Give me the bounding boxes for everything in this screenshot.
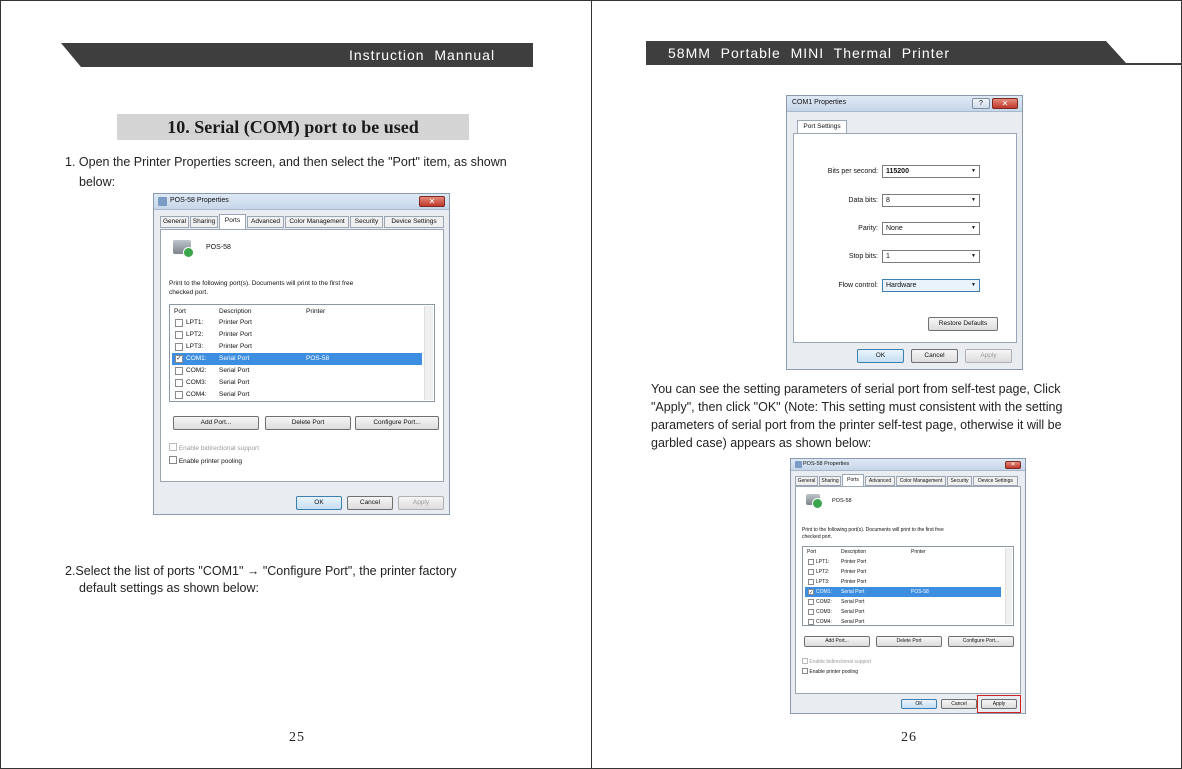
flow-control-select[interactable]: Hardware ▼: [882, 279, 980, 292]
port-name: COM1:: [186, 355, 207, 362]
bidirectional-checkbox-2[interactable]: [802, 658, 808, 664]
step2-line1: 2.Select the list of ports "COM1" → "Configure Port", the printer factory: [65, 564, 457, 578]
pooling-option-2[interactable]: [802, 667, 858, 675]
bidirectional-label: Enable bidirectional support: [178, 445, 260, 452]
printer-properties-dialog-2: [790, 458, 1026, 714]
pooling-label-2: Enable printer pooling: [809, 669, 859, 675]
port-name: LPT1:: [186, 319, 204, 326]
port-name: LPT2:: [816, 569, 830, 575]
port-row[interactable]: [172, 329, 422, 341]
step2-line2: default settings as shown below:: [79, 581, 259, 595]
tab-color-management[interactable]: Color Management: [285, 216, 349, 228]
port-description: Printer Port: [841, 559, 867, 565]
port-name: COM4:: [816, 619, 832, 625]
port-checkbox[interactable]: [175, 367, 183, 375]
com-ok-button[interactable]: OK: [857, 349, 904, 363]
para-line1: You can see the setting parameters of serial port from self-test page, Click: [651, 382, 1061, 396]
printer-name-2: POS-58: [832, 498, 852, 504]
right-header-text: 58MM Portable MINI Thermal Printer: [668, 45, 951, 61]
bidirectional-option[interactable]: [169, 442, 259, 452]
col2-description[interactable]: Description: [841, 549, 867, 555]
port-description: Serial Port: [841, 599, 865, 605]
tab2-ports[interactable]: Ports: [842, 474, 864, 486]
info-line2: checked port.: [169, 289, 209, 296]
col-printer[interactable]: Printer: [306, 308, 326, 315]
close-button[interactable]: ✕: [419, 196, 445, 207]
port-name: LPT3:: [816, 579, 830, 585]
tab-device-settings[interactable]: Device Settings: [384, 216, 444, 228]
tab2-sharing[interactable]: Sharing: [819, 476, 841, 486]
flow-control-label: Flow control:: [838, 282, 878, 289]
pooling-label: Enable printer pooling: [178, 458, 243, 465]
port-row[interactable]: [172, 365, 422, 377]
com-apply-button[interactable]: Apply: [965, 349, 1012, 363]
port-name: COM1:: [816, 589, 832, 595]
bits-label: Bits per second:: [827, 168, 878, 175]
add-port-button[interactable]: Add Port...: [173, 416, 259, 430]
port-row[interactable]: [172, 317, 422, 329]
port-printer: POS-58: [911, 589, 929, 595]
configure-port-button-2[interactable]: Configure Port...: [948, 636, 1014, 647]
step1-line2: below:: [79, 175, 116, 189]
left-header-text: Instruction Mannual: [349, 47, 496, 63]
port-description: Serial Port: [841, 619, 865, 625]
port-description: Printer Port: [219, 331, 252, 338]
port-checkbox[interactable]: [808, 619, 814, 625]
com-cancel-button[interactable]: Cancel: [911, 349, 958, 363]
col2-printer[interactable]: Printer: [911, 549, 926, 555]
apply-button-2[interactable]: Apply: [981, 699, 1017, 709]
port-row[interactable]: [172, 341, 422, 353]
tab2-color-management[interactable]: Color Management: [896, 476, 946, 486]
port-name: COM4:: [186, 391, 207, 398]
port-checkbox[interactable]: [808, 559, 814, 565]
port-checkbox[interactable]: [175, 391, 183, 399]
port-row[interactable]: [805, 597, 1001, 607]
pooling-checkbox[interactable]: [169, 456, 177, 464]
port-name: COM3:: [816, 609, 832, 615]
printer-device-icon-2: [806, 494, 820, 505]
port-row[interactable]: [805, 617, 1001, 627]
parity-label: Parity:: [858, 225, 878, 232]
col-port[interactable]: Port: [174, 308, 186, 315]
port-description: Serial Port: [219, 367, 250, 374]
port-row[interactable]: [172, 377, 422, 389]
section-title: 10. Serial (COM) port to be used: [117, 114, 469, 140]
info2-line1: Print to the following port(s). Documents will print to the first free: [802, 527, 944, 533]
port-name: LPT2:: [186, 331, 204, 338]
ports-panel-2: [795, 486, 1021, 694]
port-checkbox[interactable]: ✓: [809, 590, 814, 596]
bidirectional-option-2[interactable]: [802, 657, 871, 665]
com-dialog-title: COM1 Properties: [792, 99, 847, 106]
add-port-button-2[interactable]: Add Port...: [804, 636, 870, 647]
port-description: Printer Port: [219, 319, 252, 326]
delete-port-button-2[interactable]: Delete Port: [876, 636, 942, 647]
port-row[interactable]: [805, 567, 1001, 577]
col-description[interactable]: Description: [219, 308, 252, 315]
port-checkbox[interactable]: [808, 609, 814, 615]
right-page-number: 26: [892, 721, 926, 747]
bits-per-second-select[interactable]: 115200 ▼: [882, 165, 980, 178]
com-close-button[interactable]: ✕: [992, 98, 1018, 109]
dialog-titlebar: [154, 194, 449, 210]
bidirectional-label-2: Enable bidirectional support: [809, 659, 872, 665]
port-row[interactable]: [805, 587, 1001, 597]
com-dialog-titlebar: [787, 96, 1022, 112]
ports-panel: [160, 229, 444, 482]
printer-icon-2: [795, 461, 802, 468]
para-line2: "Apply", then click "OK" (Note: This setting must consistent with the setting: [651, 400, 1063, 414]
col2-port[interactable]: Port: [807, 549, 817, 555]
port-description: Printer Port: [841, 579, 867, 585]
dialog2-title: POS-58 Properties: [803, 461, 850, 467]
dialog-title: POS-58 Properties: [170, 197, 229, 204]
port-list-2[interactable]: [802, 546, 1014, 626]
pooling-checkbox-2[interactable]: [802, 668, 808, 674]
printer-properties-dialog: [153, 193, 450, 515]
port-checkbox[interactable]: [808, 569, 814, 575]
scrollbar[interactable]: [424, 306, 433, 400]
port-description: Printer Port: [219, 343, 252, 350]
cancel-button[interactable]: Cancel: [347, 496, 393, 510]
port-checkbox[interactable]: [175, 319, 183, 327]
bidirectional-checkbox[interactable]: [169, 443, 177, 451]
tab2-general[interactable]: General: [795, 476, 818, 486]
port-row[interactable]: [805, 577, 1001, 587]
right-page: [591, 0, 1182, 769]
port-description: Serial Port: [219, 379, 250, 386]
printer-device-icon: [173, 240, 191, 254]
pooling-option[interactable]: [169, 455, 242, 465]
port-list[interactable]: [169, 304, 435, 402]
tab2-security[interactable]: Security: [947, 476, 972, 486]
parity-select[interactable]: None ▼: [882, 222, 980, 235]
port-description: Serial Port: [219, 355, 250, 362]
printer-icon: [158, 197, 167, 206]
tab2-device-settings[interactable]: Device Settings: [973, 476, 1018, 486]
port-row[interactable]: [805, 557, 1001, 567]
apply-button[interactable]: Apply: [398, 496, 444, 510]
cancel-button-2[interactable]: Cancel: [941, 699, 977, 709]
close-button-2[interactable]: ✕: [1005, 461, 1021, 469]
port-description: Serial Port: [841, 609, 865, 615]
port-checkbox[interactable]: [175, 379, 183, 387]
port-name: LPT1:: [816, 559, 830, 565]
tab2-advanced[interactable]: Advanced: [865, 476, 895, 486]
data-bits-label: Data bits:: [848, 197, 878, 204]
port-name: COM3:: [186, 379, 207, 386]
port-name: COM2:: [186, 367, 207, 374]
para-line4: garbled case) appears as shown below:: [651, 436, 872, 450]
port-printer: POS-58: [306, 355, 330, 362]
printer-name: POS-58: [206, 244, 231, 251]
port-name: COM2:: [816, 599, 832, 605]
port-settings-panel: [793, 133, 1017, 343]
help-button[interactable]: ?: [972, 98, 990, 109]
left-page-number: 25: [280, 721, 314, 747]
step1-line1: 1. Open the Printer Properties screen, and then select the "Port" item, as shown: [65, 155, 507, 169]
ok-button-2[interactable]: OK: [901, 699, 937, 709]
stop-bits-select[interactable]: 1 ▼: [882, 250, 980, 263]
info2-line2: checked port.: [802, 534, 833, 540]
port-checkbox[interactable]: [808, 599, 814, 605]
port-description: Printer Port: [841, 569, 867, 575]
port-checkbox[interactable]: [175, 331, 183, 339]
tab-sharing[interactable]: Sharing: [190, 216, 218, 228]
port-row[interactable]: [805, 607, 1001, 617]
port-description: Serial Port: [841, 589, 865, 595]
tab-general[interactable]: General: [160, 216, 189, 228]
info-line1: Print to the following port(s). Documents will print to the first free: [169, 280, 354, 287]
ok-button[interactable]: OK: [296, 496, 342, 510]
data-bits-select[interactable]: 8 ▼: [882, 194, 980, 207]
scrollbar-2[interactable]: [1005, 548, 1012, 624]
port-checkbox[interactable]: ✓: [176, 355, 182, 362]
port-checkbox[interactable]: [808, 579, 814, 585]
tab-ports[interactable]: Ports: [219, 214, 246, 229]
port-checkbox[interactable]: [175, 343, 183, 351]
delete-port-button[interactable]: Delete Port: [265, 416, 351, 430]
tab-security[interactable]: Security: [350, 216, 383, 228]
port-row[interactable]: [172, 353, 422, 365]
tab-advanced[interactable]: Advanced: [247, 216, 284, 228]
dialog2-titlebar: [791, 459, 1025, 471]
com-properties-dialog: [786, 95, 1023, 370]
restore-defaults-button[interactable]: Restore Defaults: [928, 317, 998, 331]
stop-bits-label: Stop bits:: [848, 253, 878, 260]
tab-port-settings[interactable]: Port Settings: [797, 120, 847, 135]
apply-highlight-frame: [977, 695, 1021, 713]
port-name: LPT3:: [186, 343, 204, 350]
configure-port-button[interactable]: Configure Port...: [355, 416, 439, 430]
port-description: Serial Port: [219, 391, 250, 398]
para-line3: parameters of serial port from the printer self-test page, otherwise it will be: [651, 418, 1062, 432]
port-row[interactable]: [172, 389, 422, 401]
